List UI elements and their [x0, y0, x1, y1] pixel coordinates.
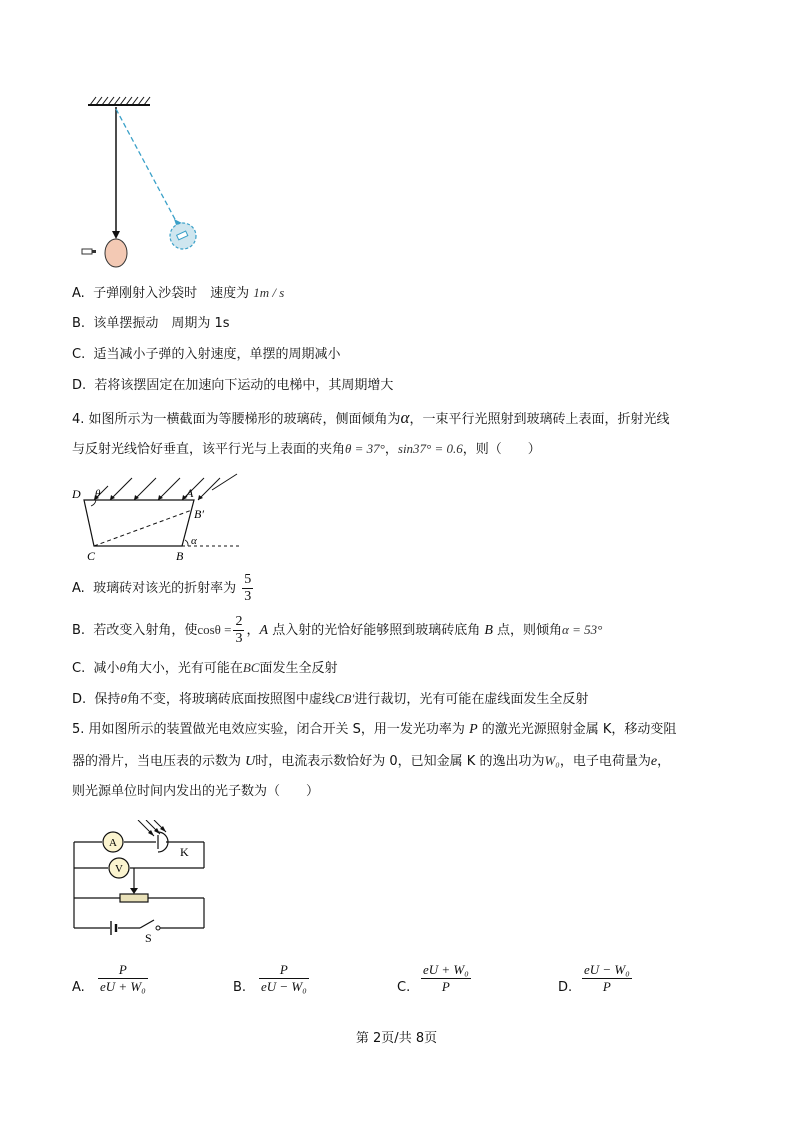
label-D: D	[72, 487, 81, 501]
page-footer: 第 2页/共 8页	[355, 1031, 438, 1046]
q3-option-c: C. 适当减小子弹的入射速度，单摆的周期减小	[72, 347, 341, 362]
q4-stem-line1: 4. 如图所示为一横截面为等腰梯形的玻璃砖，侧面倾角为α，一束平行光照射到玻璃砖上表面，折射光线	[72, 408, 670, 427]
label-B-prime: B′	[194, 507, 204, 521]
s-label: S	[145, 931, 152, 945]
q5-stem-line1: 5. 用如图所示的装置做光电效应实验，闭合开关 S，用一发光功率为 P 的激光光源照射金属 K，移动变阻	[72, 722, 677, 737]
k-label: K	[180, 845, 189, 859]
q4-option-b: B. 若改变入射角，使cosθ = $\frac{2}{3}$ ，A 点入射的光恰好能够照到玻璃砖底角 B 点，则倾角α = 53°	[72, 614, 603, 646]
pendulum-figure	[78, 95, 228, 275]
label-theta: θ	[95, 488, 101, 500]
q3-option-a: A. 子弹刚射入沙袋时 速度为 1m / s	[72, 285, 285, 301]
circuit-figure	[68, 820, 218, 948]
fraction: $\frac{2}{3}$	[235, 614, 243, 646]
label-C: C	[87, 549, 96, 563]
q5-stem-line2: 器的滑片，当电压表的示数为 U时，电流表示数恰好为 0，已知金属 K 的逸出功为W₀，电子电荷量为e，	[72, 753, 671, 769]
voltmeter-label: V	[115, 863, 123, 875]
fraction: $\frac{P}{\text{eU + W₀}}$	[100, 962, 146, 994]
fraction: $\frac{\text{eU + W₀}}{P}$	[423, 962, 469, 994]
fraction: $\frac{5}{3}$	[244, 572, 252, 604]
fraction: $\frac{P}{\text{eU − W₀}}$	[261, 962, 307, 994]
fraction: $\frac{\text{eU − W₀}}{P}$	[584, 962, 630, 994]
label-alpha: α	[191, 535, 197, 547]
trapezoid-figure	[72, 470, 252, 565]
label-B: B	[176, 549, 184, 563]
q4-option-c: C. 减小θ角大小，光有可能在BC面发生全反射	[72, 660, 338, 676]
q4-option-d: D. 保持θ角不变，将玻璃砖底面按照图中虚线CB′进行裁切，光有可能在虚线面发生全反射	[72, 691, 589, 707]
q3-option-b: B. 该单摆振动 周期为 1s	[72, 316, 230, 331]
ammeter-label: A	[109, 837, 117, 849]
q4-option-a: A. 玻璃砖对该光的折射率为 $\frac{5}{3}$	[72, 572, 252, 604]
q5-stem-line3: 则光源单位时间内发出的光子数为（ ）	[72, 784, 320, 799]
q3-option-d: D. 若将该摆固定在加速向下运动的电梯中，其周期增大	[72, 378, 394, 393]
q4-stem-line2: 与反射光线恰好垂直，该平行光与上表面的夹角θ = 37°，sin37° = 0.6，则（ ）	[72, 441, 541, 457]
label-A: A	[186, 486, 194, 500]
